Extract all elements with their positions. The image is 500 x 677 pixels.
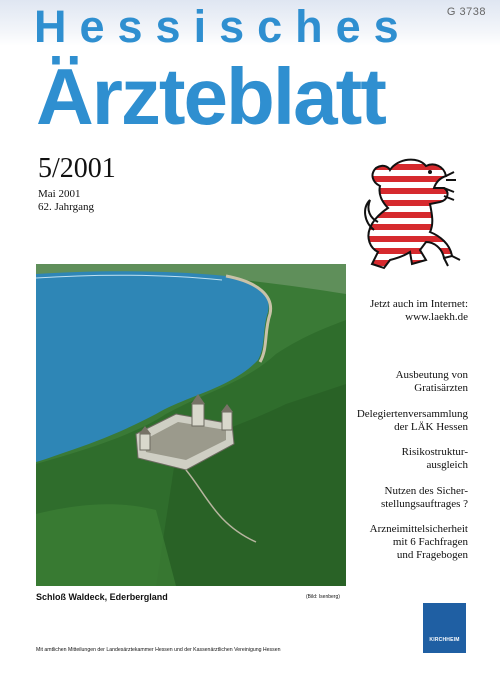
headline-line: Arzneimittelsicherheit <box>369 523 468 535</box>
headline-line: www.laekh.de <box>405 311 468 323</box>
headline-line: Delegiertenversammlung <box>356 408 468 420</box>
headline-line: mit 6 Fachfragen <box>392 536 468 548</box>
cover-photo <box>36 264 346 586</box>
headline-item <box>328 446 468 472</box>
publisher-logo-text: KIRCHHEIM <box>429 637 460 643</box>
photo-caption: Schloß Waldeck, Ederbergland <box>36 592 168 602</box>
headline-item <box>328 369 468 395</box>
magazine-title-main: Ärzteblatt <box>36 52 385 141</box>
headline-item <box>328 485 468 511</box>
hessian-lion-icon <box>360 152 466 270</box>
headline-item <box>328 523 468 562</box>
headline-line: Ausbeutung von <box>395 369 468 381</box>
publisher-logo <box>423 603 466 653</box>
footer-note: Mit amtlichen Mitteilungen der Landesärztekammer Hessen und der Kassenärztlichen Vereinigung Hessen <box>36 647 281 653</box>
headline-line: der LÄK Hessen <box>394 421 468 433</box>
headline-line: Jetzt auch im Internet: <box>369 298 468 310</box>
issue-number: 5/2001 <box>38 153 116 184</box>
headline-line: Risikostruktur- <box>401 446 468 458</box>
issue-code: G 3738 <box>446 6 486 18</box>
issue-date: Mai 2001 <box>38 188 81 200</box>
headline-line: Gratisärzten <box>414 382 468 394</box>
issue-volume: 62. Jahrgang <box>38 201 95 213</box>
headline-list <box>328 298 468 562</box>
headline-item <box>328 408 468 434</box>
headline-item <box>328 298 468 324</box>
headline-line: und Fragebogen <box>396 549 468 561</box>
photo-credit: (Bild: Isenberg) <box>306 594 340 600</box>
headline-line: stellungsauftrages ? <box>380 498 468 510</box>
magazine-title-top: Hessisches <box>34 1 412 52</box>
headline-line: ausgleich <box>426 459 468 471</box>
headline-line: Nutzen des Sicher- <box>384 485 468 497</box>
